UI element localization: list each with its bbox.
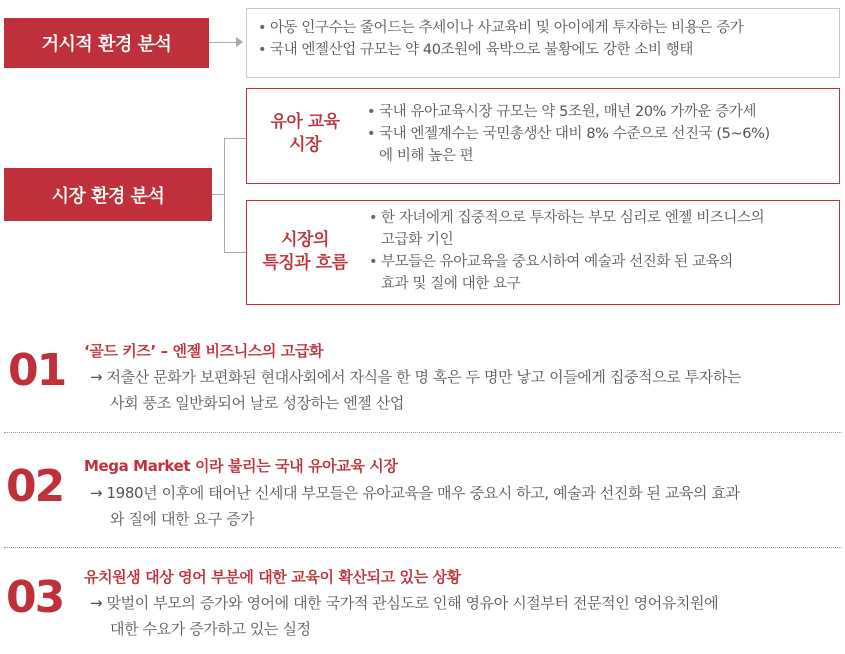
market-connector	[212, 194, 224, 195]
market-connector-vertical	[224, 138, 225, 252]
section-number: 01	[8, 345, 66, 396]
macro-bullet: • 국내 엔젤산업 규모는 약 40조원에 육박으로 불황에도 강한 소비 행태	[258, 39, 831, 61]
section-number: 03	[6, 572, 64, 623]
section-body-line: → 맞벌이 부모의 증가와 영어에 대한 국가적 관심도로 인해 영유아 시절부터 전문적인 영어유치원에	[90, 594, 719, 612]
market-trends-label-line: 특징과 흐름	[262, 253, 348, 273]
section-body-line: → 1980년 이후에 태어난 신세대 부모들은 유아교육을 매우 중요시 하고, 예술과 선진화 된 교육의 효과	[90, 484, 740, 502]
arrow-right-icon	[236, 37, 243, 47]
childcare-bullet: • 국내 유아교육시장 규모는 약 5조원, 매년 20% 가까운 증가세	[367, 101, 841, 123]
section-body-line: 와 질에 대한 요구 증가	[110, 510, 255, 528]
childcare-market-label-line: 유아 교육	[270, 112, 340, 132]
section-title: ‘골드 키즈’ – 엔젤 비즈니스의 고급화	[84, 342, 324, 360]
section-body-line: 사회 풍조 일반화되어 날로 성장하는 엔젤 산업	[110, 394, 404, 412]
trends-bullet-continued: 고급화 기인	[381, 232, 454, 248]
trends-bullet: • 부모들은 유아교육을 중요시하여 예술과 선진화 된 교육의	[369, 251, 839, 273]
childcare-bullet-list	[367, 101, 841, 167]
section-body	[90, 590, 840, 642]
section-title: 유치원생 대상 영어 부분에 대한 교육이 확산되고 있는 상황	[84, 568, 461, 586]
section-divider	[4, 432, 842, 433]
childcare-market-label-line: 시장	[289, 135, 321, 155]
section-body-line: 대한 수요가 증가하고 있는 실정	[110, 620, 311, 638]
macro-analysis-label-text: 거시적 환경 분석	[41, 34, 172, 55]
macro-bullet: • 아동 인구수는 줄어드는 추세이나 사교육비 및 아이에게 투자하는 비용은 증가	[258, 17, 831, 39]
market-analysis-label-text: 시장 환경 분석	[51, 185, 165, 207]
macro-analysis-box	[246, 8, 840, 78]
section-body	[90, 480, 840, 532]
macro-bullet-list	[258, 17, 831, 61]
market-trends-label	[251, 229, 359, 275]
childcare-bullet-continued: 에 비해 높은 편	[379, 148, 474, 164]
section-body	[90, 364, 840, 416]
section-divider	[4, 547, 842, 548]
market-trends-box	[246, 200, 840, 305]
section-number: 02	[6, 461, 64, 512]
section-title: Mega Market 이라 불리는 국내 유아교육 시장	[84, 457, 398, 475]
childcare-market-label	[251, 111, 359, 157]
trends-bullet: • 한 자녀에게 집중적으로 투자하는 부모 심리로 엔젤 비즈니스의	[369, 207, 839, 229]
market-analysis-label	[4, 168, 212, 221]
market-connector-top	[224, 138, 246, 139]
section-body-line: → 저출산 문화가 보편화된 현대사회에서 자식을 한 명 혹은 두 명만 낳고 이들에게 집중적으로 투자하는	[90, 368, 742, 386]
childcare-market-box	[246, 88, 840, 184]
childcare-bullet: • 국내 엔젤계수는 국민총생산 대비 8% 수준으로 선진국 (5~6%)	[367, 123, 841, 145]
trends-bullet-continued: 효과 및 질에 대한 요구	[381, 276, 521, 292]
trends-bullet-list	[369, 207, 839, 295]
market-trends-label-line: 시장의	[281, 230, 329, 250]
macro-analysis-label	[4, 18, 209, 68]
market-connector-bottom	[224, 252, 246, 253]
